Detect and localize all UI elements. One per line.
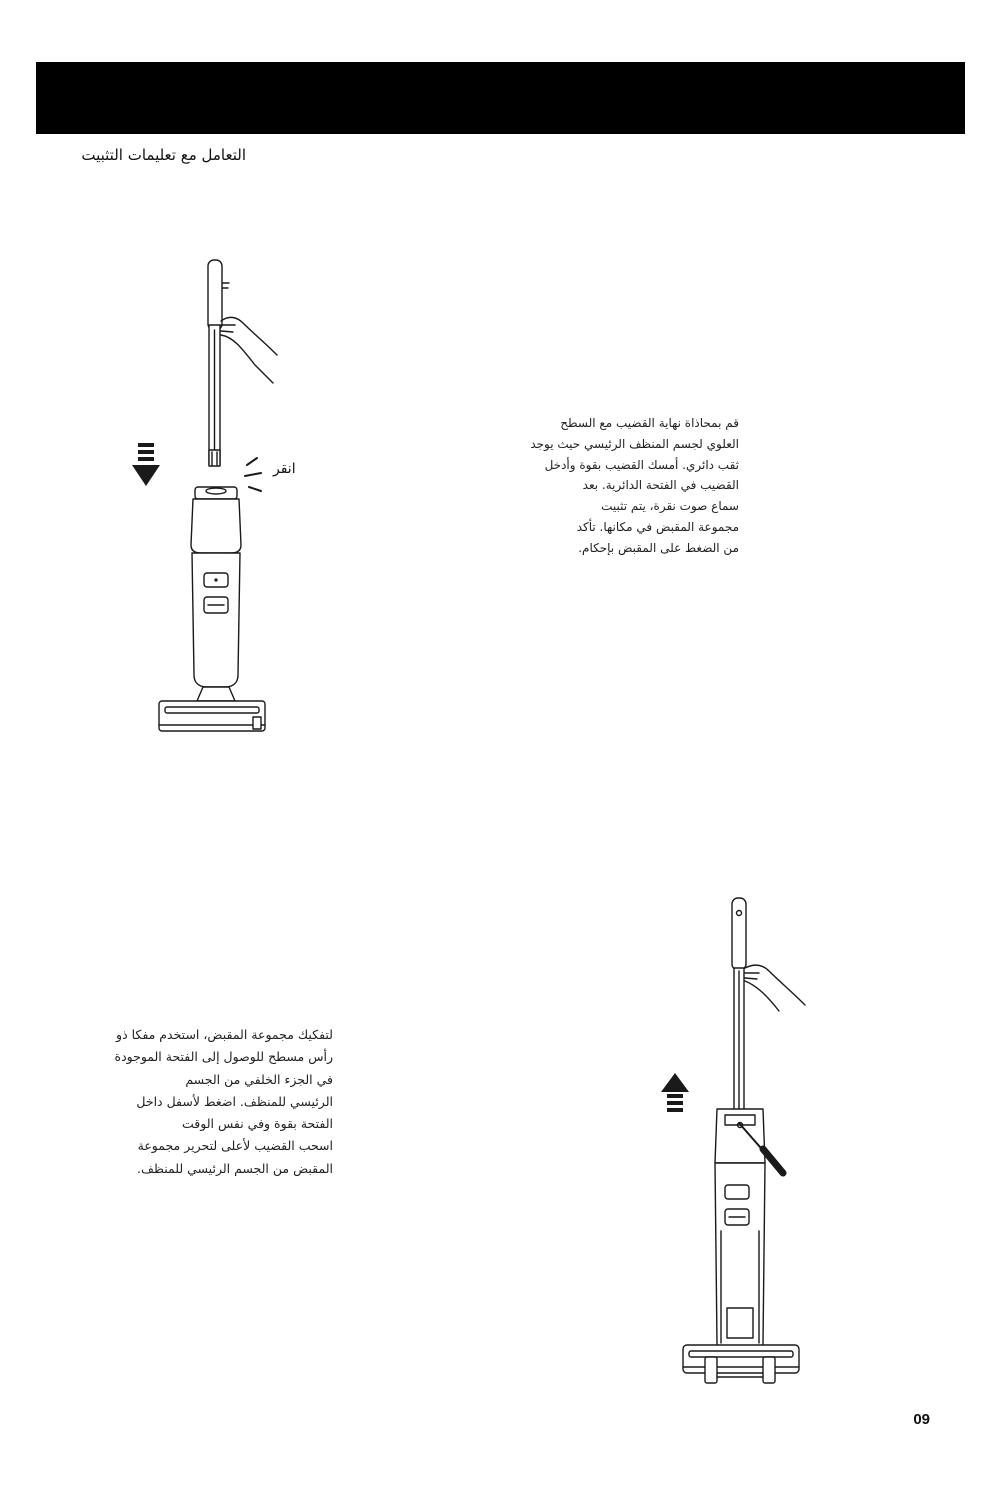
step2-line: الفتحة بقوة وفي نفس الوقت [181,1116,333,1132]
step2-line: لتفكيك مجموعة المقبض، استخدم مفكا ذو [116,1027,333,1042]
step1-line: من الضغط على المقبض بإحكام. [578,540,739,555]
step1-instructions [530,413,739,559]
step2-instructions [115,1024,333,1180]
arrow-up-icon [661,1073,689,1112]
step1-line: ثقب دائري. أمسك القضيب بقوة وأدخل [544,457,739,472]
removal-illustration [655,893,815,1393]
step2-line: في الجزء الخلفي من الجسم [185,1071,333,1087]
page-number: 09 [913,1411,930,1428]
click-label: انقر [273,461,296,477]
step2-line: اسحب القضيب لأعلى لتحرير مجموعة [137,1138,333,1154]
step1-line: سماع صوت نقرة، يتم تثبيت [601,499,739,514]
step1-line: العلوي لجسم المنظف الرئيسي حيث يوجد [530,436,739,451]
page-title: التعامل مع تعليمات التثبيت [81,146,246,164]
click-marks-icon [245,458,261,491]
arrow-down-icon [132,443,160,486]
step2-line: الرئيسي للمنظف. اضغط لأسفل داخل [136,1093,333,1109]
header-bar [36,62,965,134]
step2-line: رأس مسطح للوصول إلى الفتحة الموجودة [114,1049,333,1065]
step2-line: المقبض من الجسم الرئيسي للمنظف. [137,1160,333,1176]
step1-line: قم بمحاذاة نهاية القضيب مع السطح [560,416,739,430]
install-illustration [125,255,285,740]
step1-line: القضيب في الفتحة الدائرية. بعد [582,478,739,493]
step1-line: مجموعة المقبض في مكانها. تأكد [576,519,739,534]
